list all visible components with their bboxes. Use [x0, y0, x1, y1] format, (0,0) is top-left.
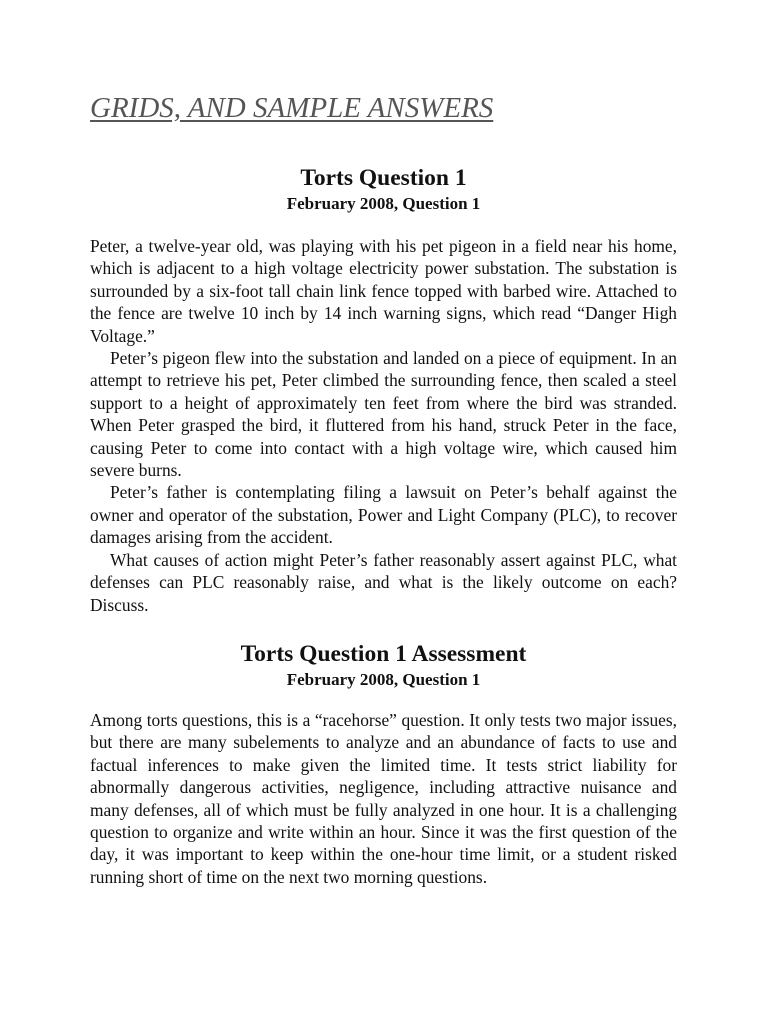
assessment-subtitle: February 2008, Question 1	[286, 670, 481, 689]
question-paragraph: Peter’s father is contemplating filing a lawsuit on Peter’s behalf against the owner and operator of the substation, Power and Light Company (PLC), to recover damages arising from the accident.	[90, 482, 677, 548]
question-paragraph: Peter, a twelve-year old, was playing with his pet pigeon in a field near his home, which is adjacent to a high voltage electricity power substation. The substation is surrounded by a six-foot tall chain link fence topped with barbed wire. Attached to the fence are twelve 10 inch by 14 inch warning signs, which read “Danger High Voltage.”	[90, 236, 677, 346]
assessment-title: Torts Question 1 Assessment	[240, 641, 527, 667]
question-paragraph: Peter’s pigeon flew into the substation and landed on a piece of equipment. In an attempt to retrieve his pet, Peter climbed the surrounding fence, then scaled a steel support to a height of approximately ten feet from where the bird was stranded. When Peter grasped the bird, it fluttered from his hand, struck Peter in the face, causing Peter to come into contact with a high voltage wire, which caused him severe burns.	[90, 348, 677, 481]
page-header-title: GRIDS, AND SAMPLE ANSWERS	[90, 92, 494, 124]
question-subtitle: February 2008, Question 1	[286, 194, 481, 213]
question-body	[90, 235, 677, 616]
question-title: Torts Question 1	[300, 165, 467, 191]
assessment-section	[90, 639, 677, 888]
assessment-body	[90, 709, 677, 888]
assessment-paragraph: Among torts questions, this is a “racehorse” question. It only tests two major issues, but there are many subelements to analyze and an abundance of facts to use and factual inferences to make given the limited time. It tests strict liability for abnormally dangerous activities, negligence, including attractive nuisance and many defenses, all of which must be fully analyzed in one hour. It is a challenging question to organize and write within an hour. Since it was the first question of the day, it was important to keep within the one-hour time limit, or a student risked running short of time on the next two morning questions.	[90, 710, 677, 887]
question-section	[90, 163, 677, 616]
question-paragraph: What causes of action might Peter’s father reasonably assert against PLC, what defenses can PLC reasonably raise, and what is the likely outcome on each? Discuss.	[90, 549, 677, 615]
